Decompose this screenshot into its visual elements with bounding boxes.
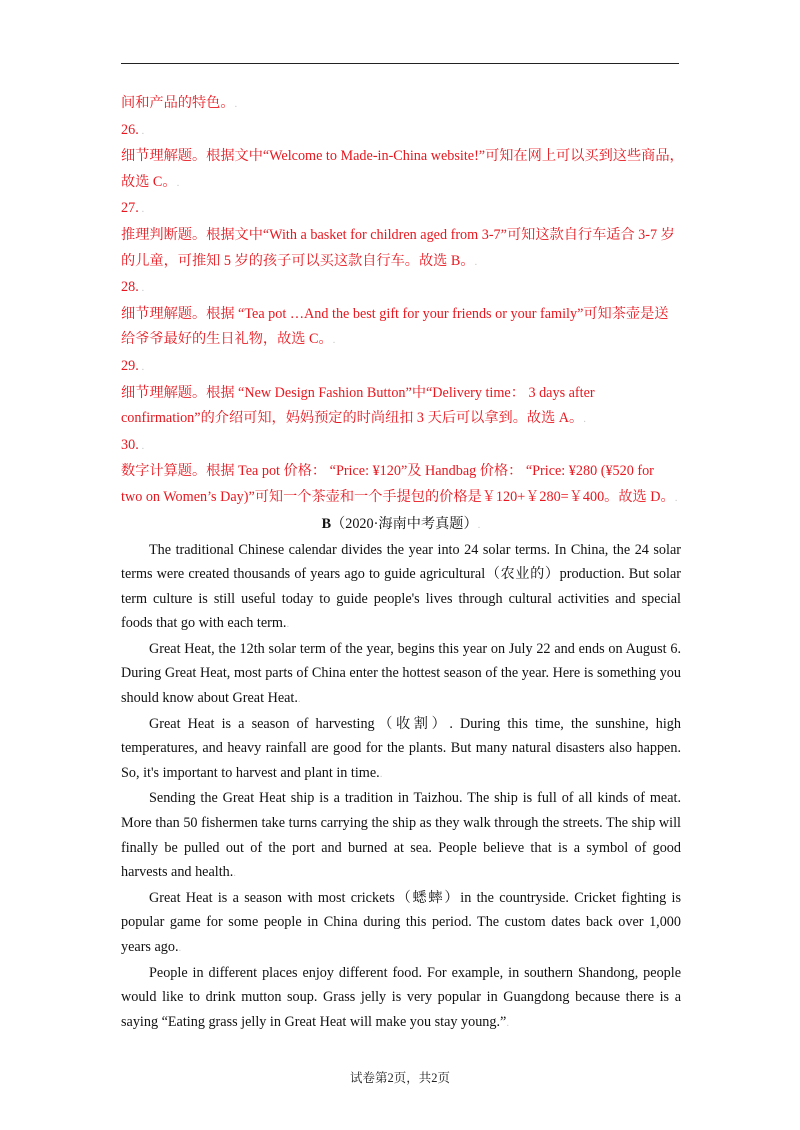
answer-number: 28. . (121, 279, 145, 296)
answer-explanation-line: 间和产品的特色。. (121, 95, 238, 111)
answer-number: 26. . (121, 121, 145, 138)
page-footer: 试卷第2页，共2页 (349, 1071, 450, 1085)
answer-explanation-line: 的儿童，可推知 5 岁的孩子可以买这款自行车。故选 B。. (121, 252, 478, 269)
passage-paragraph: Great Heat is a season with most crickets（蟋蟀）in the countryside. Cricket fighting is popular game for some people in China during this period. The custom dates back over 1,000 years ago.. (121, 889, 681, 955)
answer-explanation-text: confirmation”的介绍可知，妈妈预定的时尚纽扣 3 天后可以拿到。故选 A。 (121, 410, 584, 427)
answer-explanation-text: 间和产品的特色。 (121, 95, 235, 111)
answer-explanation-line: 给爷爷最好的生日礼物，故选 C。. (121, 331, 336, 348)
passage-paragraph: Sending the Great Heat ship is a tradition in Taizhou. The ship is full of all kinds of meat. More than 50 fishermen take turns carrying the ship as they walk through the streets. The ship will finally be pulled out of the port and burned at sea. People believe that is a symbol of good harvests and health.. (121, 790, 681, 881)
answer-explanation-line (121, 223, 681, 249)
paragraph-text: Sending the Great Heat ship is a tradition in Taizhou. The ship is full of all kinds of meat. More than 50 fishermen take turns carrying the ship as they walk through the streets. The ship will finally be pulled out of the port and burned at sea. People believe that is a symbol of good harvests and health. (121, 790, 681, 881)
header-rule (121, 63, 679, 64)
answer-explanation-text: 给爷爷最好的生日礼物，故选 C。 (121, 331, 333, 348)
answer-number-text: 26. (121, 121, 139, 138)
answer-number-text: 29. (121, 357, 139, 374)
section-heading: B（2020·海南中考真题）. (321, 515, 481, 532)
answer-explanation-text: 故选 C。 (121, 173, 177, 190)
answer-explanation-text: 细节理解题。根据 “New Design Fashion Button”中“Delivery time： 3 days after (121, 384, 595, 401)
answer-number-text: 28. (121, 279, 139, 296)
answer-explanation-text: 细节理解题。根据 “Tea pot …And the best gift for your friends or your family”可知茶壶是送 (121, 305, 669, 322)
passage-paragraph: People in different places enjoy different food. For example, in southern Shandong, people would like to drink mutton soup. Grass jelly is very popular in Guangdong because there is a saying “Eating grass jelly in Great Heat will make you stay young.”. (121, 964, 681, 1030)
answer-number: 29. . (121, 357, 145, 374)
answer-explanation-line: confirmation”的介绍可知，妈妈预定的时尚纽扣 3 天后可以拿到。故选 A。. (121, 410, 586, 427)
answer-number: 27. . (121, 200, 145, 217)
section-source: （2020·海南中考真题） (331, 515, 478, 532)
answer-explanation-text: two on Women’s Day)”可知一个茶壶和一个手提包的价格是￥120+￥280=￥400。故选 D。 (121, 488, 675, 505)
answer-number-text: 30. (121, 436, 139, 453)
passage (121, 538, 681, 1036)
answer-explanation-line: 故选 C。. (121, 173, 180, 190)
answer-explanation-text: 细节理解题。根据文中“Welcome to Made-in-China website!”可知在网上可以买到这些商品， (121, 148, 684, 165)
answer-explanation-line (121, 144, 684, 170)
answer-number: 30. . (121, 436, 145, 453)
paragraph-text: Great Heat is a season with most crickets（蟋蟀）in the countryside. Cricket fighting is popular game for some people in China during this period. The custom dates back over 1,000 years ago. (121, 889, 681, 955)
answer-section (121, 91, 684, 512)
paragraph-text: Great Heat, the 12th solar term of the year, begins this year on July 22 and ends on August 6. During Great Heat, most parts of China enter the hottest season of the year. Here is something you should know about Great Heat. (121, 640, 681, 707)
section-letter: B (321, 515, 332, 532)
page-content (121, 91, 684, 1035)
answer-explanation-text: 的儿童，可推知 5 岁的孩子可以买这款自行车。故选 B。 (121, 252, 475, 269)
answer-explanation-text: 推理判断题。根据文中“With a basket for children aged from 3-7”可知这款自行车适合 3-7 岁 (121, 226, 675, 243)
answer-explanation-line (121, 302, 681, 328)
answer-explanation-line (121, 381, 681, 407)
answer-number-text: 27. (121, 200, 139, 217)
answer-explanation-line (121, 459, 681, 485)
passage-paragraph: The traditional Chinese calendar divides the year into 24 solar terms. In China, the 24 solar terms were created thousands of years ago to guide agricultural（农业的）production. But solar term culture is still useful today to guide people's lives through cultural activities and special foods that go with each term.. (121, 541, 681, 632)
answer-explanation-text: 数字计算题。根据 Tea pot 价格： “Price: ¥120”及 Handbag 价格： “Price: ¥280 (¥520 for (121, 463, 654, 480)
paragraph-text: People in different places enjoy different food. For example, in southern Shandong, people would like to drink mutton soup. Grass jelly is very popular in Guangdong because there is a saying “Eating grass jelly in Great Heat will make you stay young.” (121, 964, 681, 1030)
passage-paragraph: Great Heat is a season of harvesting（收割）. During this time, the sunshine, high temperatures, and heavy rainfall are good for the plants. But many natural disasters also happen. So, it's important to harvest and plant in time.. (121, 715, 681, 781)
paragraph-text: Great Heat is a season of harvesting（收割）. During this time, the sunshine, high temperatures, and heavy rainfall are good for the plants. But many natural disasters also happen. So, it's important to harvest and plant in time. (121, 715, 681, 781)
passage-paragraph: Great Heat, the 12th solar term of the year, begins this year on July 22 and ends on August 6. During Great Heat, most parts of China enter the hottest season of the year. Here is something you should know about Great Heat.. (121, 640, 681, 707)
answer-explanation-line: two on Women’s Day)”可知一个茶壶和一个手提包的价格是￥120+￥280=￥400。故选 D。. (121, 488, 678, 505)
paragraph-text: The traditional Chinese calendar divides the year into 24 solar terms. In China, the 24 solar terms were created thousands of years ago to guide agricultural（农业的）production. But solar term culture is still useful today to guide people's lives through cultural activities and special foods that go with each term. (121, 541, 681, 632)
